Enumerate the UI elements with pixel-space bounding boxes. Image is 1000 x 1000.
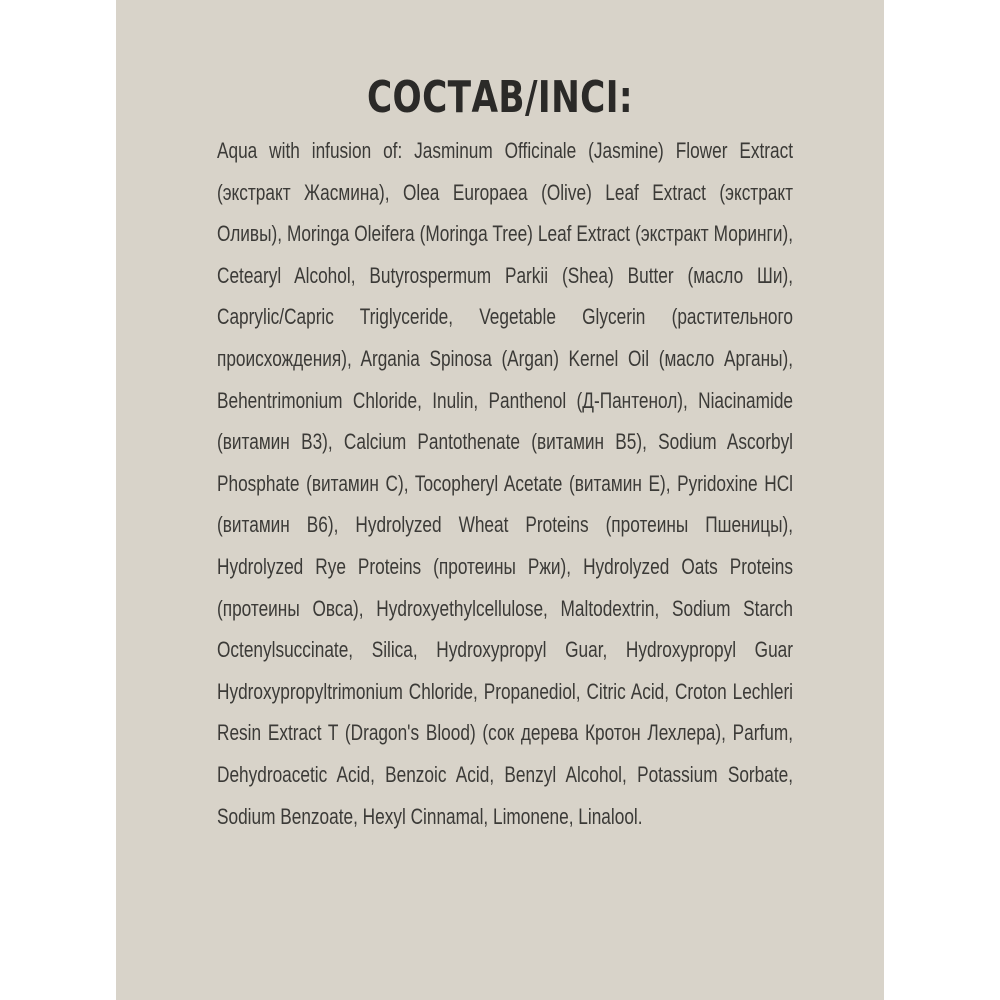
ingredients-text: Aqua with infusion of: Jasminum Officinale (Jasmine) Flower Extract (экстракт Жасмина), Olea Europaea (Olive) Leaf Extract (экстракт Оливы), Moringa Oleifera (Moringa Tree) Leaf Extract (экстракт Моринги), Cetearyl Alcohol, Butyrospermum Parkii (Shea) Butter (масло Ши), Caprylic/Capric Triglyceride, Vegetable Glycerin (растительного происхождения), Argania Spinosa (Argan) Kernel Oil (масло Арганы), Behentrimonium Chloride, Inulin, Panthenol (Д-Пантенол), Niacinamide (витамин В3), Calcium Pantothenate (витамин В5), Sodium Ascorbyl Phosphate (витамин С), Tocopheryl Acetate (витамин Е), Pyridoxine HCl (витамин В6), Hydrolyzed Wheat Proteins (протеины Пшеницы), Hydrolyzed Rye Proteins (протеины Ржи), Hydrolyzed Oats Proteins (протеины Овса), Hydroxyethylcellulose, Maltodextrin, Sodium Starch Octenylsuccinate, Silica, Hydroxypropyl Guar, Hydroxypropyl Guar Hydroxypropyltrimonium Chloride, Propanediol, Citric Acid, Croton Lechleri Resin Extract T (Dragon's Blood) (сок дерева Кротон Лехлера), Parfum, Dehydroacetic Acid, Benzoic Acid, Benzyl Alcohol, Potassium Sorbate, Sodium Benzoate, Hexyl Cinnamal, Limonene, Linalool. — [217, 138, 794, 829]
composition-title: СОСТАВ/INCI: — [366, 72, 634, 123]
label-panel — [116, 0, 884, 1000]
ingredients-list — [217, 130, 793, 837]
